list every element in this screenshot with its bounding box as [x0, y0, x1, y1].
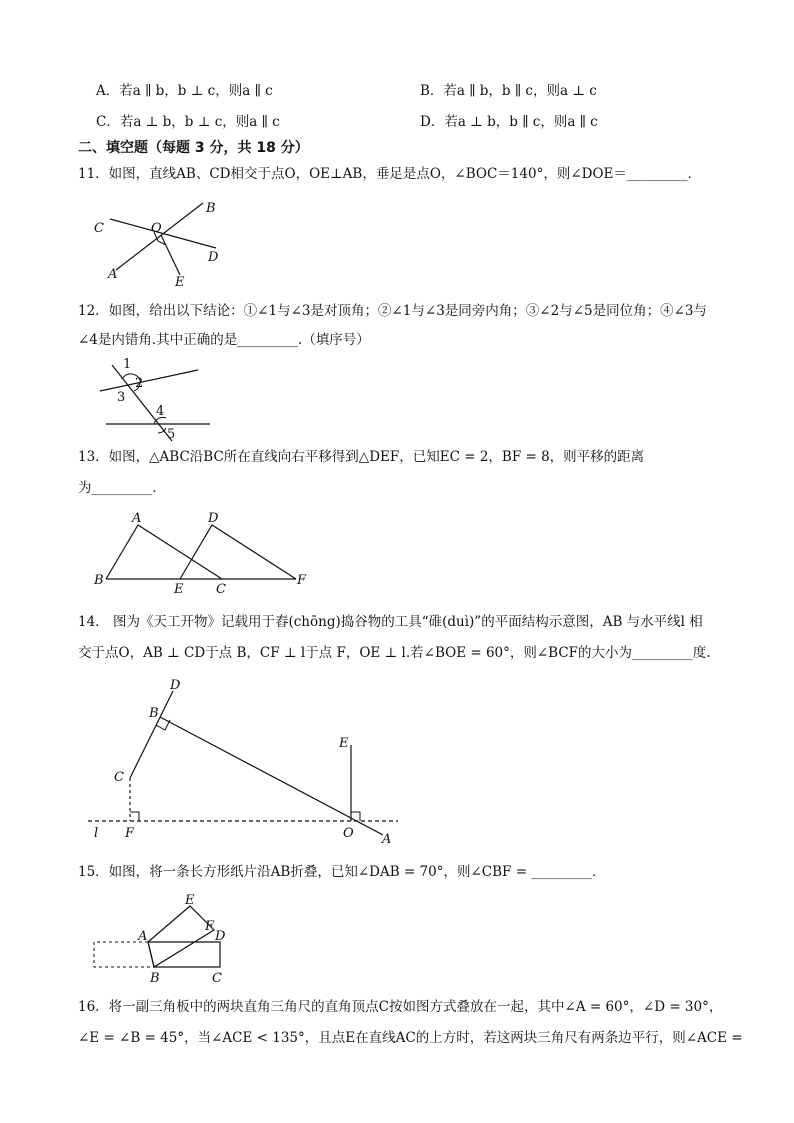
q14-label-l: l [94, 826, 99, 841]
q14-label-d: D [170, 678, 181, 693]
q14-line2: 交于点O，AB ⊥ CD于点 B，CF ⊥ l于点 F，OE ⊥ l.若∠BOE = 60°，则∠BCF的大小为_________度. [78, 645, 711, 661]
q11-label-d: D [208, 250, 219, 265]
q12-line1: 12．如图，给出以下结论：①∠1与∠3是对顶角；②∠1与∠3是同旁内角；③∠2与∠5是同位角；④∠3与 [78, 303, 707, 319]
q14-label-e: E [339, 736, 349, 751]
q13-label-b: B [94, 573, 104, 588]
q11-label-c: C [94, 221, 104, 236]
q11-label-a: A [108, 267, 118, 282]
q13-label-c: C [216, 582, 226, 597]
q12-label-3: 3 [117, 390, 126, 405]
q15-figure [90, 890, 250, 985]
q13-label-d: D [208, 511, 219, 526]
q15-label-d: D [215, 929, 226, 944]
q12-label-2: 2 [135, 376, 144, 391]
q14-label-b: B [149, 706, 159, 721]
q11-blank: _________ [626, 166, 688, 182]
q15-label-e: E [185, 893, 195, 908]
q13-label-f: F [297, 573, 307, 588]
q13-line2: 为_________． [78, 480, 166, 496]
option-d: D．若a ⊥ b，b ∥ c，则a ∥ c [420, 114, 598, 130]
q12-figure [100, 355, 230, 443]
q11-stem: 11．如图，直线AB、CD相交于点O，OE⊥AB，垂足是点O，∠BOC＝140°，则∠DOE＝ [78, 166, 627, 182]
q13-line1: 13．如图，△ABC沿BC所在直线向右平移得到△DEF，已知EC = 2，BF = 8，则平移的距离 [78, 449, 645, 465]
q12-line2: ∠4是内错角.其中正确的是_________.（填序号） [78, 332, 370, 348]
q11-end: ． [687, 166, 702, 182]
option-c: C．若a ⊥ b，b ⊥ c，则a ∥ c [96, 114, 280, 130]
q11-label-e: E [175, 275, 185, 290]
q15-text: 15．如图，将一条长方形纸片沿AB折叠，已知∠DAB = 70°，则∠CBF = _________． [78, 864, 606, 880]
q14-label-c: C [114, 770, 124, 785]
section-title: 二、填空题（每题 3 分，共 18 分） [78, 140, 309, 156]
q15-label-b: B [150, 971, 160, 986]
q16-line2: ∠E = ∠B = 45°，当∠ACE < 135°，且点E在直线AC的上方时，若这两块三角尺有两条边平行，则∠ACE = [78, 1030, 743, 1046]
q11-label-o: O [151, 221, 162, 236]
q14-figure [88, 675, 408, 850]
q14-line1: 14． 图为《天工开物》记载用于舂(chōng)捣谷物的工具“碓(duì)”的平面结构示意图，AB 与水平线l 相 [78, 614, 703, 630]
q15-label-f: F [205, 919, 215, 934]
q12-label-1: 1 [123, 357, 132, 372]
option-b: B．若a ∥ b，b ∥ c，则a ⊥ c [420, 83, 597, 99]
q14-label-o: O [343, 826, 354, 841]
q15-label-a: A [138, 929, 148, 944]
q14-label-f: F [125, 826, 135, 841]
q12-label-4: 4 [156, 404, 165, 419]
q13-label-e: E [174, 582, 184, 597]
q14-label-a: A [382, 832, 392, 847]
q15-label-c: C [212, 971, 222, 986]
q11-text [78, 165, 701, 183]
q12-label-5: 5 [167, 427, 176, 442]
q13-label-a: A [132, 511, 142, 526]
q16-line1: 16．将一副三角板中的两块直角三角尺的直角顶点C按如图方式叠放在一起，其中∠A = 60°，∠D = 30°， [78, 999, 723, 1015]
q13-figure [90, 508, 320, 598]
q11-label-b: B [206, 201, 216, 216]
option-a: A．若a ∥ b，b ⊥ c，则a ∥ c [96, 83, 273, 99]
q11-figure [88, 195, 238, 290]
